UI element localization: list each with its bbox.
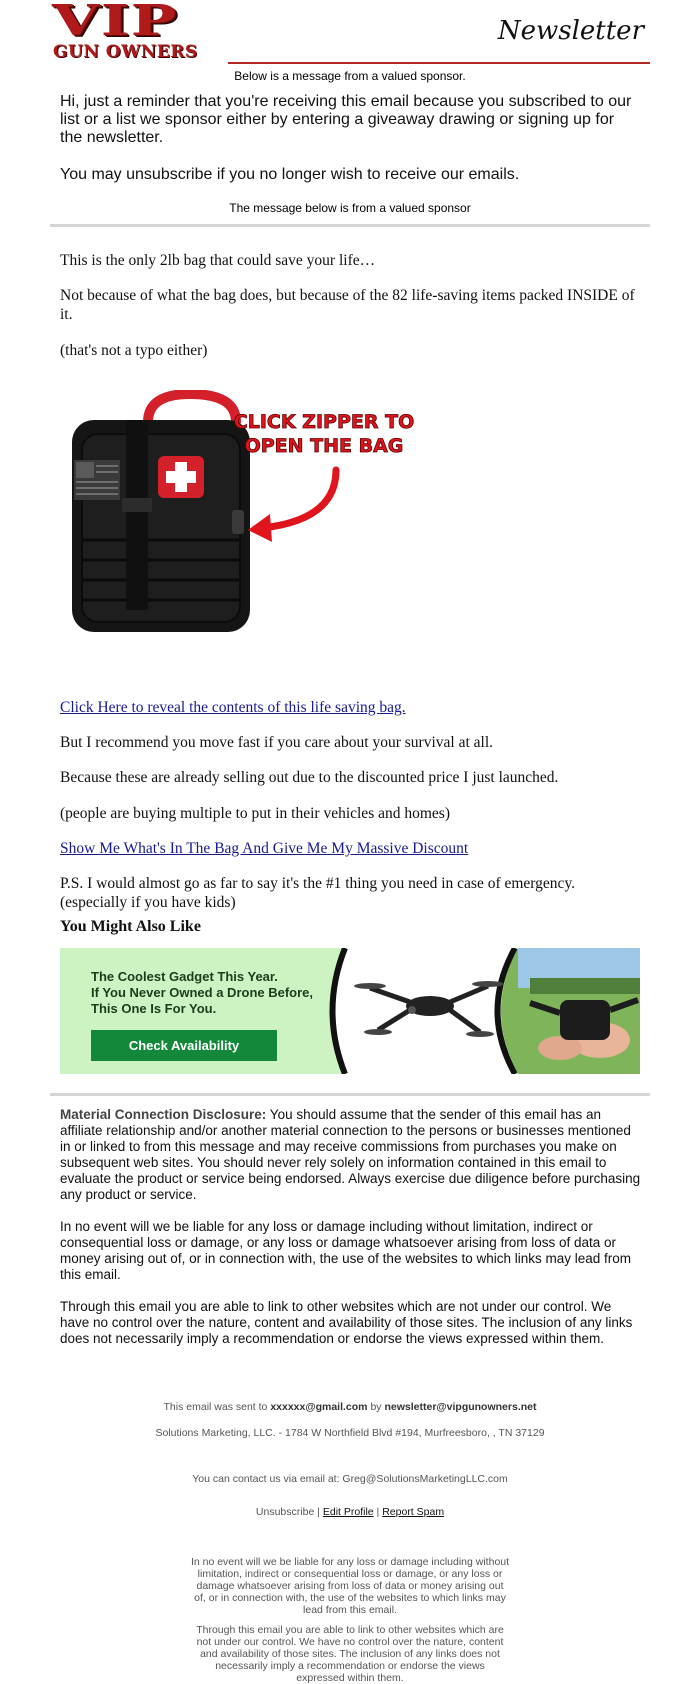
tactical-bag-image[interactable] [66,390,416,655]
message-p4: But I recommend you move fast if you care about your survival at all. [60,734,494,751]
logo-vip-text: VIP [52,0,178,45]
vip-gun-owners-logo[interactable] [52,0,228,64]
newsletter-title: Newsletter [497,16,644,46]
logo-gun-owners-text: GUN OWNERS [53,42,198,62]
ad-line2: If You Never Owned a Drone Before, [91,985,314,1000]
postscript-line2: (especially if you have kids) [60,894,236,911]
callout-arrow [262,470,336,528]
sent-by-word: by [367,1401,385,1413]
sent-to-line [140,1401,560,1413]
subscription-reminder: Hi, just a reminder that you're receiving this email because you subscribed to our list or a list we sponsor either by entering a giveaway drawing or signing up for the newsletter. [60,93,632,146]
ad-line1: The Coolest Gadget This Year. [91,969,278,984]
company-address: Solutions Marketing, LLC. - 1784 W Northfield Blvd #194, Murfreesboro, , TN 37129 [155,1427,545,1439]
message-p5: Because these are already selling out due to the discounted price I just launched. [60,769,559,786]
reveal-link-line [60,698,640,717]
callout-line2: OPEN THE BAG [244,435,404,457]
ad-line3: This One Is For You. [91,1001,217,1016]
discount-link-line [60,839,640,858]
postscript [60,874,640,912]
disclosure-divider [50,1093,650,1096]
disclosure-label: Material Connection Disclosure: [60,1107,267,1122]
sponsor-notice: Below is a message from a valued sponsor. [234,69,466,83]
footer-separator: | [314,1506,323,1518]
sender-email: newsletter@vipgunowners.net [384,1401,537,1413]
footer-links [140,1506,560,1518]
recipient-email: xxxxxx@gmail.com [270,1401,368,1413]
contact-line: You can contact us via email at: Greg@SolutionsMarketingLLC.com [192,1473,508,1485]
sponsor-notice-2: The message below is from a valued sponsor [229,201,471,215]
unsubscribe-link[interactable]: Unsubscribe [255,1506,315,1518]
message-p3: (that's not a typo either) [60,342,208,359]
bag-illustration [66,390,416,655]
footer-legal-1: In no event will we be liable for any loss or damage including without limitation, indirect or consequential loss or damage, or any loss or damage whatsoever arising from loss of data or money arising out of, or in connection with, the use of the websites to which links may lead from this email. [190,1556,510,1616]
also-like-heading: You Might Also Like [60,918,201,935]
ad-headline [91,969,313,1017]
email-body [50,0,650,1684]
message-p1: This is the only 2lb bag that could save your life… [60,252,376,269]
message-p6: (people are buying multiple to put in their vehicles and homes) [60,805,450,822]
reveal-contents-link[interactable]: Click Here to reveal the contents of this life saving bag. [60,699,406,716]
callout-line1: CLICK ZIPPER TO [233,411,415,433]
footer-separator: | [373,1506,383,1518]
email-header [50,0,650,64]
material-disclosure [60,1107,642,1203]
liability-text: In no event will we be liable for any loss or damage including without limitation, indirect or consequential loss or damage, or any loss or damage whatsoever arising from loss of data or money arising out of, or in connection with, the use of the websites to which links may lead from this email. [60,1219,632,1282]
sent-to-prefix: This email was sent to [163,1401,271,1413]
discount-link[interactable]: Show Me What's In The Bag And Give Me My Massive Discount [60,840,469,857]
section-divider [50,224,650,227]
check-availability-button[interactable]: Check Availability [91,1030,277,1061]
disclosure-section [60,1107,642,1363]
header-divider [228,62,650,64]
disclosure-text: You should assume that the sender of this email has an affiliate relationship and/or another material connection to the persons or businesses mentioned in or linked to from this message and may receive commissions from purchases you make on subsequent web sites. You should never rely solely on information contained in this email to evaluate the product or service being endorsed. Always exercise due diligence before purchasing any product or service. [60,1107,641,1202]
drone-ad-banner[interactable] [60,948,640,1074]
footer-legal-2: Through this email you are able to link to other websites which are not under our control. We have no control over the nature, content and availability of those sites. The inclusion of any links does not necessarily imply a recommendation or endorse the views expressed within them. [196,1624,504,1684]
postscript-line1: P.S. I would almost go as far to say it's the #1 thing you need in case of emergency. [60,875,576,892]
external-links-text: Through this email you are able to link to other websites which are not under our control. We have no control over the nature, content and availability of those sites. The inclusion of any links does not necessarily imply a recommendation or endorse the views expressed within them. [60,1299,633,1346]
edit-profile-link[interactable]: Edit Profile [322,1506,374,1518]
unsubscribe-note: You may unsubscribe if you no longer wish to receive our emails. [60,166,520,183]
report-spam-link[interactable]: Report Spam [382,1506,445,1518]
intro-text [60,93,640,203]
message-p2: Not because of what the bag does, but because of the 82 life-saving items packed INSIDE of it. [60,287,635,323]
